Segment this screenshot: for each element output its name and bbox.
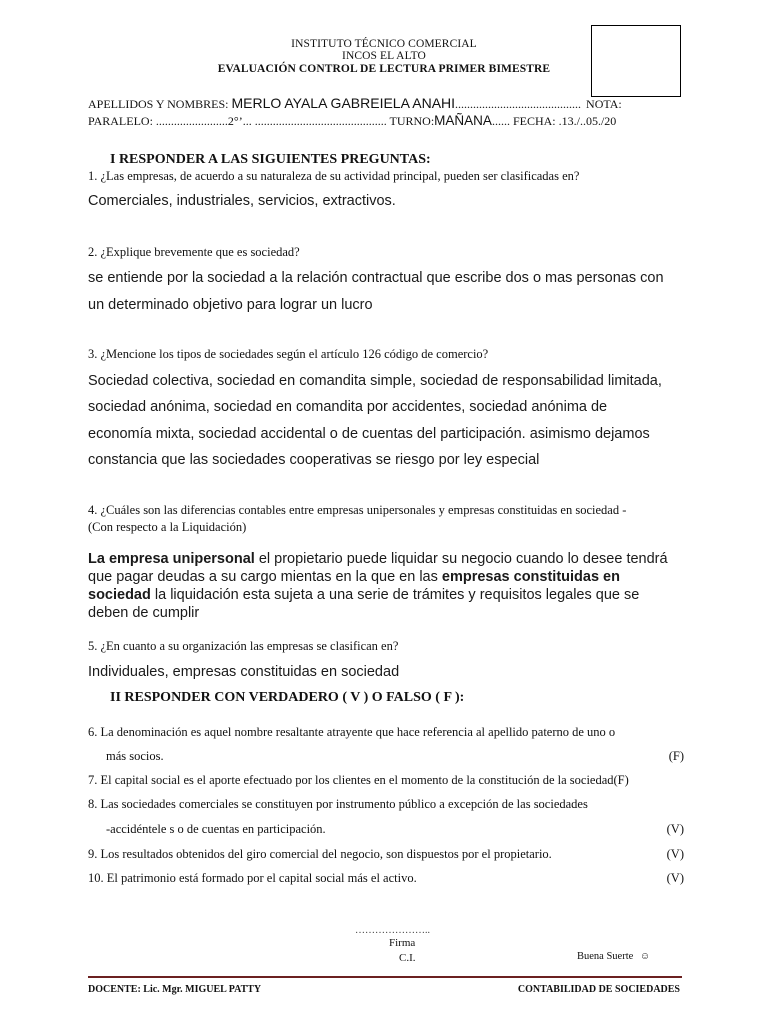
grade-box [591, 25, 681, 97]
question-4-line-2: (Con respecto a la Liquidación) [88, 520, 247, 534]
turno-dots: ...... [491, 114, 510, 128]
answer-4-bold-3: sociedad [88, 587, 151, 603]
answer-4-line-1 [88, 551, 668, 567]
student-paralelo-row [88, 113, 616, 129]
name-label: APELLIDOS Y NOMBRES: [88, 97, 229, 111]
answer-4-text-2: que pagar deudas a su cargo mientas en la que en las [88, 569, 442, 585]
answer-3-line-4: constancia que las sociedades cooperativas se riesgo por ley especial [88, 452, 540, 468]
answer-1: Comerciales, industriales, servicios, extractivos. [88, 193, 396, 209]
answer-3-line-1: Sociedad colectiva, sociedad en comandita simple, sociedad de responsabilidad limitada, [88, 373, 662, 389]
fecha-value: .13./..05./20 [558, 114, 617, 128]
question-5: 5. ¿En cuanto a su organización las empresas se clasifican en? [88, 639, 399, 653]
ci-label: C.I. [399, 952, 416, 964]
smiley-icon: ☺ [639, 951, 651, 962]
signature-label: Firma [389, 937, 416, 949]
student-name-value: MERLO AYALA GABREIELA ANAHI [231, 95, 456, 111]
answer-4-line-3 [88, 587, 639, 603]
answer-4-bold-2: empresas constituidas en [441, 569, 620, 585]
statement-6-line-1: 6. La denominación es aquel nombre resaltante atrayente que hace referencia al apellido paterno de uno o [88, 725, 616, 739]
good-luck-label: Buena Suerte [577, 951, 634, 962]
statement-9: 9. Los resultados obtenidos del giro comercial del negocio, son dispuestos por el propietario. [88, 847, 552, 861]
section-2-title: II RESPONDER CON VERDADERO ( V ) O FALSO ( F ): [110, 690, 465, 705]
paralelo-label: PARALELO: [88, 114, 153, 128]
statement-8-line-1: 8. Las sociedades comerciales se constituyen por instrumento público a excepción de las sociedades [88, 797, 588, 811]
turno-label: TURNO: [389, 114, 435, 128]
statement-6-line-2: más socios. [106, 749, 164, 763]
statement-6-answer: (F) [668, 749, 684, 763]
answer-4-line-4: deben de cumplir [88, 605, 200, 621]
answer-2-line-2: un determinado objetivo para lograr un lucro [88, 297, 373, 313]
student-name-row [88, 95, 622, 112]
statement-8-line-2: -accidéntele s o de cuentas en participación. [106, 822, 326, 836]
fecha-label: FECHA: [512, 114, 556, 128]
statement-9-answer: (V) [666, 847, 684, 861]
answer-5: Individuales, empresas constituidas en sociedad [88, 664, 400, 680]
question-1: 1. ¿Las empresas, de acuerdo a su naturaleza de su actividad principal, pueden ser clasificadas en? [88, 169, 580, 183]
statement-10-answer: (V) [666, 871, 684, 885]
teacher-name: DOCENTE: Lic. Mgr. MIGUEL PATTY [88, 984, 262, 995]
answer-4-bold-1: La empresa unipersonal [88, 551, 255, 567]
section-1-title: I RESPONDER A LAS SIGUIENTES PREGUNTAS: [110, 152, 431, 167]
turno-value: MAÑANA [434, 113, 492, 128]
name-dots: .......................................... [455, 97, 582, 111]
footer-divider [88, 976, 682, 978]
answer-4-line-2 [88, 569, 620, 585]
nota-label: NOTA: [586, 97, 622, 111]
subject-name: CONTABILIDAD DE SOCIEDADES [517, 984, 680, 995]
statement-7: 7. El capital social es el aporte efectuado por los clientes en el momento de la constitución de la sociedad(F) [88, 773, 629, 787]
answer-3-line-3: economía mixta, sociedad accidental o de cuentas del participación. asimismo dejamos [88, 426, 650, 442]
answer-2-line-1: se entiende por la sociedad a la relación contractual que escribe dos o mas personas con [88, 270, 664, 286]
campus-name: INCOS EL ALTO [342, 50, 426, 62]
answer-4-text-1: el propietario puede liquidar su negocio cuando lo desee tendrá [254, 551, 668, 567]
paralelo-value: ........................2°’... ............................................ [155, 114, 387, 128]
signature-line: ………………….. [355, 925, 430, 936]
answer-3-line-2: sociedad anónima, sociedad en comandita por accidentes, sociedad anónima de [88, 399, 608, 415]
statement-8-answer: (V) [666, 822, 684, 836]
institute-name: INSTITUTO TÉCNICO COMERCIAL [291, 38, 477, 50]
good-luck-text [577, 951, 650, 962]
exam-title: EVALUACIÓN CONTROL DE LECTURA PRIMER BIMESTRE [217, 63, 551, 75]
statement-10: 10. El patrimonio está formado por el capital social más el activo. [88, 871, 417, 885]
question-4-line-1: 4. ¿Cuáles son las diferencias contables entre empresas unipersonales y empresas constituidas en sociedad - [88, 503, 627, 517]
question-3: 3. ¿Mencione los tipos de sociedades según el artículo 126 código de comercio? [88, 347, 489, 361]
answer-4-text-3: la liquidación esta sujeta a una serie de trámites y requisitos legales que se [150, 587, 640, 603]
question-2: 2. ¿Explique brevemente que es sociedad? [88, 245, 300, 259]
